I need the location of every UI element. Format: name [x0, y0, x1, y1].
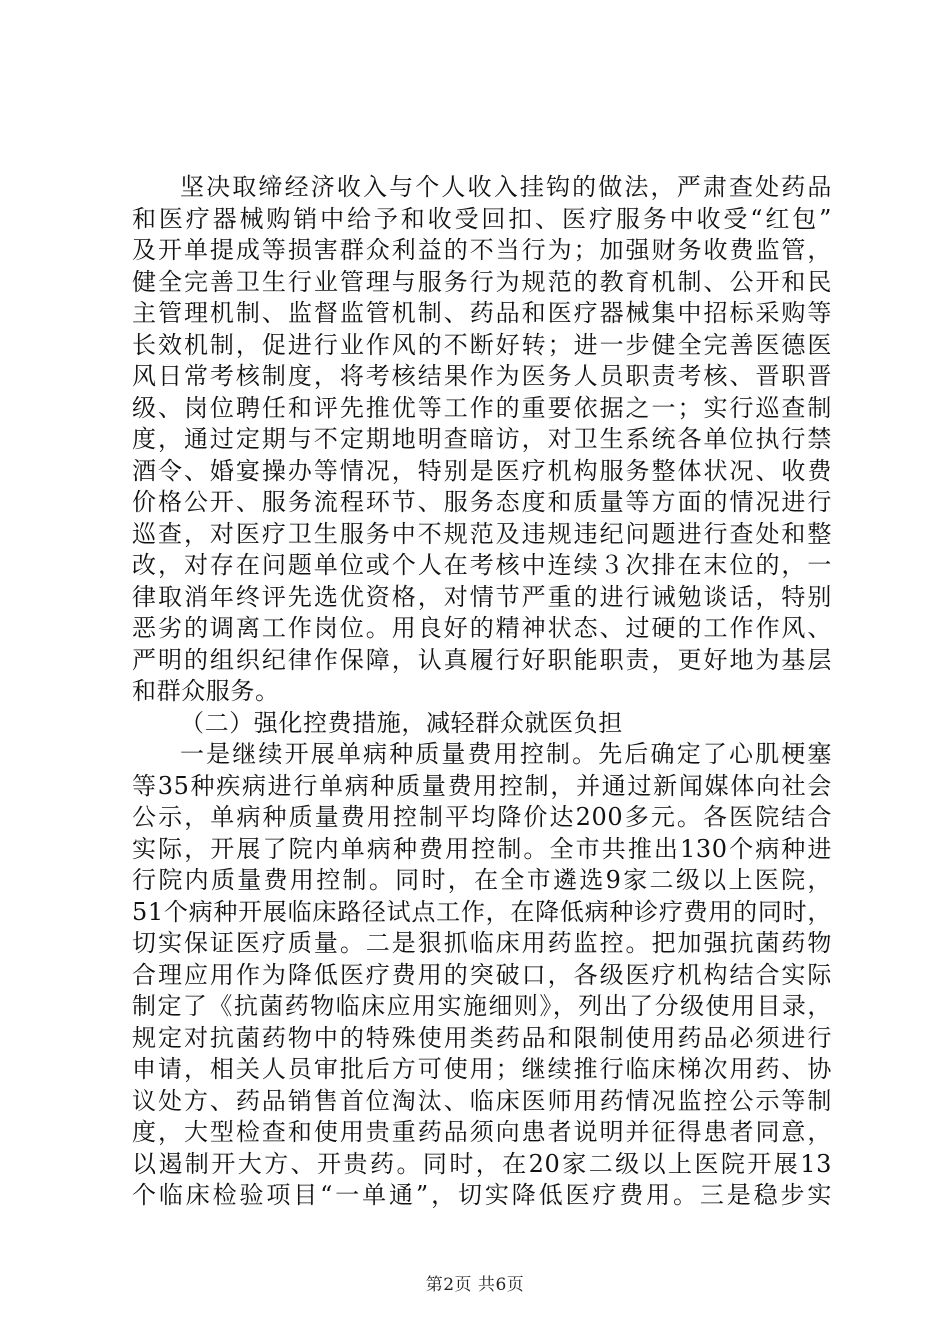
paragraph-line: 51个病种开展临床路径试点工作，在降低病种诊疗费用的同时， — [132, 897, 832, 926]
paragraph-line: 坚决取缔经济收入与个人收入挂钩的做法，严肃查处药品 — [180, 173, 832, 201]
paragraph-line: 健全完善卫生行业管理与服务行为规范的教育机制、公开和民 — [132, 267, 832, 296]
paragraph-line: 巡查，对医疗卫生服务中不规范及违规违纪问题进行查处和整 — [132, 519, 832, 548]
paragraph-line: 行院内质量费用控制。同时，在全市遴选9家二级以上医院， — [132, 866, 832, 894]
body-text — [132, 172, 832, 1212]
paragraph-line: 切实保证医疗质量。二是狠抓临床用药监控。把加强抗菌药物 — [132, 929, 832, 957]
paragraph-line: 长效机制，促进行业作风的不断好转；进一步健全完善医德医 — [132, 330, 832, 359]
page-footer: 第2页 共6页 — [425, 1275, 525, 1295]
paragraph-line: 恶劣的调离工作岗位。用良好的精神状态、过硬的工作作风、 — [132, 614, 832, 642]
paragraph-line: 级、岗位聘任和评先推优等工作的重要依据之一；实行巡查制 — [132, 393, 832, 422]
paragraph-line: 实际，开展了院内单病种费用控制。全市共推出130个病种进 — [132, 834, 832, 863]
paragraph-line: 申请，相关人员审批后方可使用；继续推行临床梯次用药、协 — [132, 1055, 832, 1083]
paragraph-line: 和群众服务。 — [132, 677, 280, 705]
paragraph-line: 度，通过定期与不定期地明查暗访，对卫生系统各单位执行禁 — [132, 425, 832, 453]
paragraph-line: 议处方、药品销售首位淘汰、临床医师用药情况监控公示等制 — [132, 1086, 832, 1115]
paragraph-line: 和医疗器械购销中给予和收受回扣、医疗服务中收受“红包” — [132, 204, 832, 233]
paragraph-line: 公示，单病种质量费用控制平均降价达200多元。各医院结合 — [132, 803, 832, 831]
paragraph-line: 主管理机制、监督监管机制、药品和医疗器械集中招标采购等 — [132, 299, 832, 327]
paragraph-line: 风日常考核制度，将考核结果作为医务人员职责考核、晋职晋 — [132, 362, 832, 390]
paragraph-line: 以遏制开大方、开贵药。同时，在20家二级以上医院开展13 — [132, 1149, 832, 1178]
paragraph-line: 及开单提成等损害群众利益的不当行为；加强财务收费监管， — [132, 236, 832, 264]
paragraph-line: 制定了《抗菌药物临床应用实施细则》，列出了分级使用目录， — [132, 992, 832, 1020]
paragraph-line: 规定对抗菌药物中的特殊使用类药品和限制使用药品必须进行 — [132, 1023, 832, 1052]
paragraph-line: 改，对存在问题单位或个人在考核中连续３次排在末位的，一 — [132, 551, 832, 579]
paragraph-line: 严明的组织纪律作保障，认真履行好职能职责，更好地为基层 — [132, 645, 832, 674]
paragraph-line: 等35种疾病进行单病种质量费用控制，并通过新闻媒体向社会 — [132, 771, 832, 800]
paragraph-line: 价格公开、服务流程环节、服务态度和质量等方面的情况进行 — [132, 488, 832, 516]
paragraph-line: 合理应用作为降低医疗费用的突破口，各级医疗机构结合实际 — [132, 960, 832, 989]
section-heading: （二）强化控费措施，减轻群众就医负担 — [180, 708, 623, 737]
paragraph-line: 一是继续开展单病种质量费用控制。先后确定了心肌梗塞 — [180, 740, 832, 768]
paragraph-line: 个临床检验项目“一单通”，切实降低医疗费用。三是稳步实 — [132, 1181, 832, 1209]
paragraph-line: 酒令、婚宴操办等情况，特别是医疗机构服务整体状况、收费 — [132, 456, 832, 485]
paragraph-line: 律取消年终评先选优资格，对情节严重的进行诫勉谈话，特别 — [132, 582, 832, 611]
paragraph-line: 度，大型检查和使用贵重药品须向患者说明并征得患者同意， — [132, 1118, 832, 1146]
